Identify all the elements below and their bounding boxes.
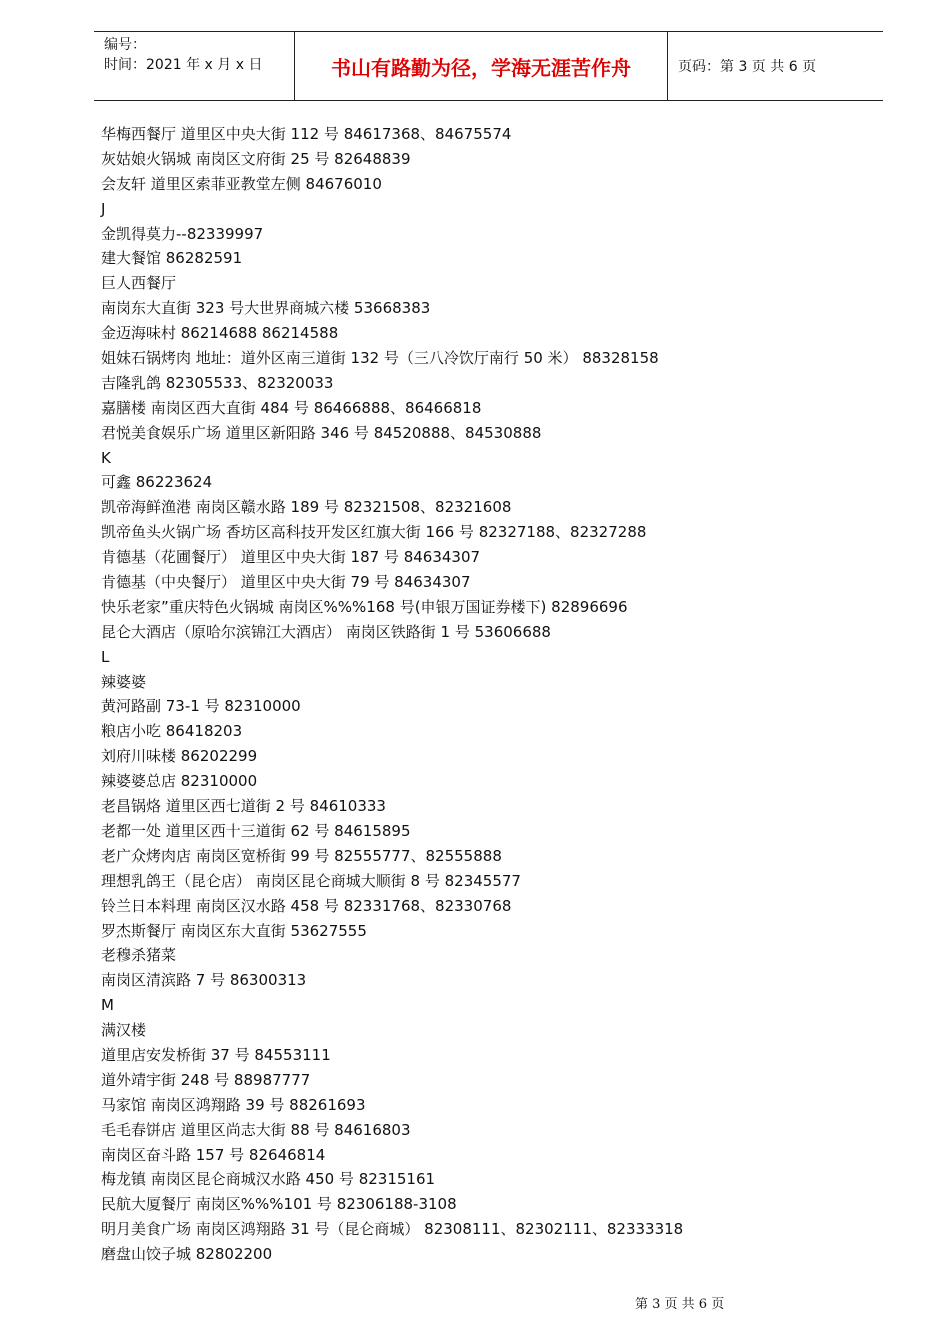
- directory-line: 巨人西餐厅: [101, 274, 177, 293]
- directory-line: 老昌锅烙 道里区西七道街 2 号 84610333: [101, 797, 386, 816]
- directory-line: 铃兰日本料理 南岗区汉水路 458 号 82331768、82330768: [101, 896, 512, 915]
- directory-line: 君悦美食娱乐广场 道里区新阳路 346 号 84520888、84530888: [101, 423, 542, 442]
- header-motto: 书山有路勤为径，学海无涯苦作舟: [295, 32, 668, 100]
- directory-line: 灰姑娘火锅城 南岗区文府街 25 号 82648839: [101, 149, 411, 168]
- directory-line: 理想乳鸽王（昆仑店） 南岗区昆仑商城大顺街 8 号 82345577: [101, 871, 521, 890]
- document-number-label: 编号：: [104, 37, 146, 53]
- header-meta-cell: [94, 32, 295, 100]
- directory-line: 刘府川味楼 86202299: [101, 747, 258, 766]
- directory-line: 辣婆婆总店 82310000: [101, 772, 258, 791]
- directory-line: 老广众烤肉店 南岗区宽桥街 99 号 82555777、82555888: [101, 846, 502, 865]
- directory-line: K: [101, 448, 111, 467]
- directory-line: 姐妹石锅烤肉 地址：道外区南三道街 132 号（三八冷饮厅南行 50 米） 88328158: [101, 349, 659, 368]
- directory-line: 磨盘山饺子城 82802200: [101, 1245, 273, 1264]
- directory-line: 金迈海味村 86214688 86214588: [101, 324, 339, 343]
- document-time-label: 时间：2021 年 x 月 x 日: [104, 57, 263, 73]
- directory-line: 吉隆乳鸽 82305533、82320033: [101, 373, 334, 392]
- directory-line: 马家馆 南岗区鸿翔路 39 号 88261693: [101, 1095, 366, 1114]
- directory-line: 华梅西餐厅 道里区中央大街 112 号 84617368、84675574: [101, 125, 512, 143]
- directory-line: J: [101, 199, 106, 218]
- directory-line: 南岗区奋斗路 157 号 82646814: [101, 1145, 326, 1164]
- directory-line: 凯帝海鲜渔港 南岗区赣水路 189 号 82321508、82321608: [101, 498, 512, 517]
- directory-line: 老都一处 道里区西十三道街 62 号 84615895: [101, 821, 411, 840]
- directory-line: 肯德基（中央餐厅） 道里区中央大街 79 号 84634307: [101, 573, 471, 592]
- directory-line: 建大餐馆 86282591: [101, 249, 243, 268]
- directory-line: 粮店小吃 86418203: [101, 722, 243, 741]
- directory-line: 凯帝鱼头火锅广场 香坊区高科技开发区红旗大街 166 号 82327188、82327288: [101, 523, 647, 542]
- restaurant-directory-list: [101, 122, 901, 1267]
- directory-line: 黄河路副 73-1 号 82310000: [101, 697, 301, 716]
- directory-line: 罗杰斯餐厅 南岗区东大直街 53627555: [101, 921, 367, 940]
- directory-line: 满汉楼: [101, 1021, 147, 1040]
- directory-line: 会友轩 道里区索菲亚教堂左侧 84676010: [101, 174, 382, 193]
- directory-line: 嘉膳楼 南岗区西大直街 484 号 86466888、86466818: [101, 398, 482, 417]
- directory-line: M: [101, 996, 114, 1015]
- directory-line: 肯德基（花圃餐厅） 道里区中央大街 187 号 84634307: [101, 548, 481, 567]
- page-header: [94, 31, 883, 101]
- directory-line: 可鑫 86223624: [101, 473, 213, 492]
- directory-line: 快乐老家”重庆特色火锅城 南岗区%%%168 号(申银万国证券楼下) 82896696: [101, 597, 628, 616]
- directory-line: 南岗东大直街 323 号大世界商城六楼 53668383: [101, 299, 431, 318]
- directory-line: 梅龙镇 南岗区昆仑商城汉水路 450 号 82315161: [101, 1170, 436, 1189]
- directory-line: 金凯得莫力--82339997: [101, 224, 264, 243]
- directory-line: 辣婆婆: [101, 672, 147, 691]
- directory-line: L: [101, 647, 110, 666]
- directory-line: 道里店安发桥街 37 号 84553111: [101, 1045, 331, 1064]
- directory-line: 道外靖宇街 248 号 88987777: [101, 1070, 311, 1089]
- directory-line: 明月美食广场 南岗区鸿翔路 31 号（昆仑商城） 82308111、82302111、82333318: [101, 1220, 684, 1239]
- page-footer: 第 3 页 共 6 页: [635, 1297, 725, 1312]
- header-page-number: 页码：第 3 页 共 6 页: [678, 59, 817, 75]
- directory-line: 老穆杀猪菜: [101, 946, 177, 965]
- directory-line: 南岗区清滨路 7 号 86300313: [101, 971, 307, 990]
- directory-line: 民航大厦餐厅 南岗区%%%101 号 82306188-3108: [101, 1195, 457, 1214]
- directory-line: 毛毛春饼店 道里区尚志大街 88 号 84616803: [101, 1120, 411, 1139]
- directory-line: 昆仑大酒店（原哈尔滨锦江大酒店） 南岗区铁路街 1 号 53606688: [101, 622, 551, 641]
